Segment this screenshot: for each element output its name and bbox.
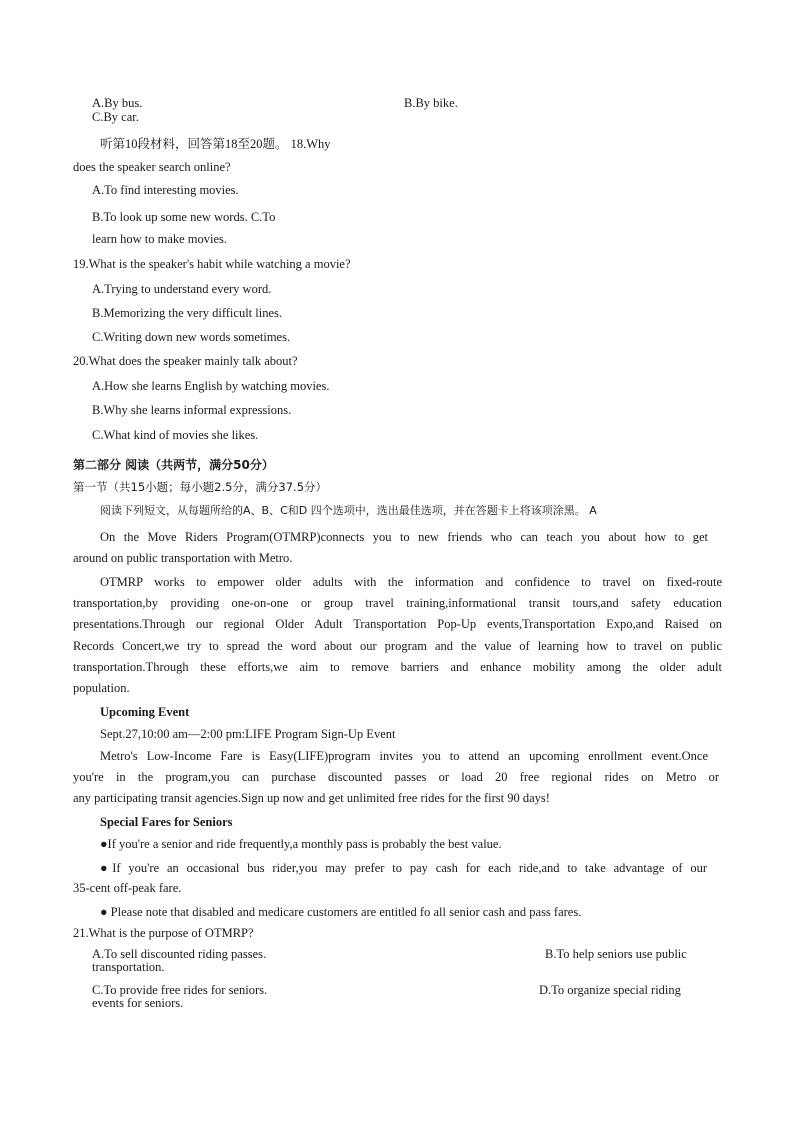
passage-p2-line6: population. (73, 681, 130, 695)
q18-option-a: A.To find interesting movies. (92, 183, 239, 197)
q19-option-c: C.Writing down new words sometimes. (92, 330, 291, 344)
q21-option-d-line1: D.To organize special riding (539, 983, 681, 997)
q17-option-a: A.By bus. (92, 96, 143, 110)
q19-option-b: B.Memorizing the very difficult lines. (92, 306, 283, 320)
q21-option-b-line2: transportation. (92, 960, 165, 974)
q21-option-c: C.To provide free rides for seniors. (92, 983, 268, 997)
fare-bullet-2-line1: ●If you're an occasional bus rider,you may prefer to pay cash for each ride,and to take advantage of our (100, 861, 707, 875)
q21-option-b-line1: B.To help seniors use public (545, 947, 687, 961)
passage-p3-line1: Metro's Low-Income Fare is Easy(LIFE)program invites you to attend an upcoming enrollment event.Once (100, 749, 708, 763)
upcoming-event-line: Sept.27,10:00 am—2:00 pm:LIFE Program Sign-Up Event (100, 727, 396, 741)
part2-heading: 第二部分 阅读（共两节，满分50分） (73, 458, 274, 472)
q18-stem: does the speaker search online? (73, 160, 231, 174)
q18-option-c: learn how to make movies. (92, 232, 228, 246)
q19-option-a: A.Trying to understand every word. (92, 282, 272, 296)
q21-option-d-line2: events for seniors. (92, 996, 184, 1010)
passage-p2-line1: OTMRP works to empower older adults with the information and confidence to travel on fixed-route (100, 575, 722, 589)
fare-bullet-2-line2: 35-cent off-peak fare. (73, 881, 182, 895)
passage-p2-line5: transportation.Through these efforts,we aim to remove barriers and enhance mobility among the older adult (73, 660, 722, 674)
passage-p1-line1: On the Move Riders Program(OTMRP)connects you to new friends who can teach you about how to get (100, 530, 708, 544)
reading-instruction: 阅读下列短文，从每题所给的A、B、C和D 四个选项中，选出最佳选项，并在答题卡上将该项涂黑。 A (100, 504, 597, 517)
q20-option-c: C.What kind of movies she likes. (92, 428, 259, 442)
section1-heading: 第一节（共15小题；每小题2.5分，满分37.5分） (73, 480, 328, 494)
q18-option-b: B.To look up some new words. C.To (92, 210, 276, 224)
q17-option-c: C.By car. (92, 110, 139, 124)
special-fares-heading: Special Fares for Seniors (100, 815, 233, 829)
q19-stem: 19.What is the speaker's habit while watching a movie? (73, 257, 351, 271)
q20-stem: 20.What does the speaker mainly talk about? (73, 354, 298, 368)
fare-bullet-3: ● Please note that disabled and medicare customers are entitled fo all senior cash and pass fares. (100, 905, 582, 919)
section10-intro: 听第10段材料，回答第18至20题。 18.Why (100, 137, 331, 151)
passage-p3-line3: any participating transit agencies.Sign up now and get unlimited free rides for the first 90 days! (73, 791, 550, 805)
q20-option-a: A.How she learns English by watching movies. (92, 379, 330, 393)
passage-p2-line3: presentations.Through our regional Older Adult Transportation Pop-Up events,Transportation Expo,and Raised on (73, 617, 722, 631)
passage-p2-line4: Records Concert,we try to spread the word about our program and the value of learning how to travel on public (73, 639, 722, 653)
passage-p1-line2: around on public transportation with Metro. (73, 551, 293, 565)
q20-option-b: B.Why she learns informal expressions. (92, 403, 292, 417)
passage-p3-line2: you're in the program,you can purchase discounted passes or load 20 free regional rides on Metro or (73, 770, 719, 784)
upcoming-event-heading: Upcoming Event (100, 705, 190, 719)
passage-p2-line2: transportation,by providing one-on-one or group travel training,informational transit tours,and safety education (73, 596, 722, 610)
fare-bullet-1: ●If you're a senior and ride frequently,a monthly pass is probably the best value. (100, 837, 502, 851)
q21-stem: 21.What is the purpose of OTMRP? (73, 926, 254, 940)
q17-option-b: B.By bike. (404, 96, 458, 110)
q21-option-a: A.To sell discounted riding passes. (92, 947, 267, 961)
